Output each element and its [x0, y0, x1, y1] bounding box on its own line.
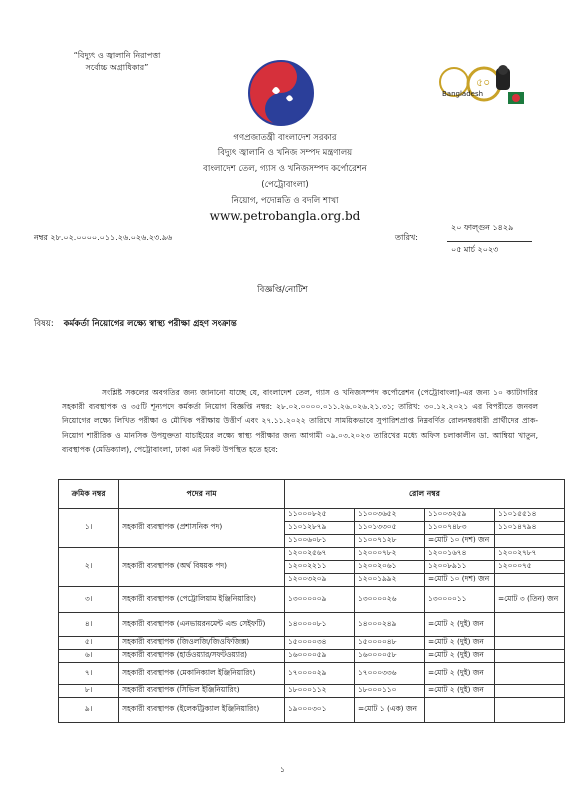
table-row — [59, 587, 565, 613]
table-row — [59, 663, 565, 685]
post-cell: সহকারী ব্যবস্থাপক (এনভায়রনমেন্ট এন্ড সেইফটি) — [119, 613, 285, 637]
header-section: নিয়োগ, পদোন্নতি ও বদলি শাখা — [231, 196, 339, 206]
motto-line-2: সর্বোচ্চ অগ্রাধিকার” — [85, 63, 149, 72]
roll-cell: ১৩০০০০০৯ — [284, 587, 354, 613]
serial-cell: ৫। — [59, 637, 119, 650]
roll-cell: ১৫০০০০৪৮ — [354, 637, 424, 650]
memo-number: নম্বর ২৮.০২.০০০০.০১১.২৬.০২৬.২৩.৯৬ — [34, 233, 173, 242]
roll-cell: ১৯০০০৩০১ — [284, 698, 354, 723]
post-cell: সহকারী ব্যবস্থাপক (মেকানিক্যাল ইঞ্জিনিয়ারিং) — [119, 663, 285, 685]
header-corporation: বাংলাদেশ তেল, গ্যাস ও খনিজসম্পদ কর্পোরেশন — [203, 164, 367, 174]
roll-cell: =মোট ২ (দুই) জন — [424, 685, 494, 698]
table-row — [59, 650, 565, 663]
badge-number: ৫০ — [476, 76, 491, 89]
roll-cell: =মোট ৩ (তিন) জন — [494, 587, 564, 613]
serial-cell: ৬। — [59, 650, 119, 663]
roll-cell: ১২০০১৯৯২ — [354, 574, 424, 587]
serial-cell: ২। — [59, 548, 119, 587]
date-bangla: ২০ ফাল্গুন ১৪২৯ — [451, 223, 514, 232]
website-url[interactable]: www.petrobangla.org.bd — [209, 209, 361, 223]
roll-cell: ১২০০২২১১ — [284, 561, 354, 574]
notice-paragraph: সংশ্লিষ্ট সকলের অবগতির জন্য জানানো যাচ্ছে যে, বাংলাদেশ তেল, গ্যাস ও খনিজসম্পদ কর্পোরেশন (পেট্রোবাংলা)-এর জন্য ১০ ক্যাটাগরির সহকারী ব্যবস্থাপক ও ৩৫টি শূন্যপদে কর্মকর্তা নিয়োগ বিজ্ঞপ্তি নম্বর: ২৮.০২.০০০০.০১১.২৬.০২৬.২১.৩১; তারিখ: ৩০.১২.২০২১ এর বিপরীতে জনবল নিয়োগের লক্ষ্যে লিখিত পরীক্ষা ও মৌখিক পরীক্ষায় উত্তীর্ণ এবং ২৭.১১.২০২২ তারিখে সাময়িকভাবে সুপারিশপ্রাপ্ত নিম্নবর্ণিত রোলনম্বরধারী প্রার্থীদের প্রাক-নিয়োগ শারীরিক ও মানসিক উপযুক্ততা যাচাইয়ের লক্ষ্যে স্বাস্থ্য পরীক্ষার জন্য আগামী ০৯.০৩.২০২৩ তারিখের মধ্যে অফিস চলাকালীন ডা. আম্বিয়া খাতুন, ব্যবস্থাপক (মেডিক্যাল), পেট্রোবাংলা, ঢাকা এর নিকট উপস্থিত হতে হবে: — [62, 388, 538, 454]
roll-cell: ১৮০০০১১০ — [354, 685, 424, 698]
serial-cell: ৮। — [59, 685, 119, 698]
table-body — [59, 509, 565, 723]
roll-cell: ১৫০০০০৩৪ — [284, 637, 354, 650]
roll-cell — [494, 663, 564, 685]
roll-cell: ১৩০০০০২৬ — [354, 587, 424, 613]
table-row — [59, 548, 565, 561]
post-cell: সহকারী ব্যবস্থাপক (অর্থ বিষয়ক পদ) — [119, 548, 285, 587]
serial-cell: ৯। — [59, 698, 119, 723]
serial-cell: ৩। — [59, 587, 119, 613]
roll-cell: ১১০১৫৫১৪ — [494, 509, 564, 522]
table-row — [59, 637, 565, 650]
roll-cell: ১১০০৩২৫৯ — [424, 509, 494, 522]
roll-cell: =মোট ২ (দুই) জন — [424, 637, 494, 650]
table-row — [59, 509, 565, 522]
serial-cell: ১। — [59, 509, 119, 548]
roll-cell — [494, 637, 564, 650]
roll-cell: ১২০০৩২০৯ — [284, 574, 354, 587]
roll-cell: ১৮০০০১১২ — [284, 685, 354, 698]
motto-line-1: “বিদ্যুৎ ও জ্বালানি নিরাপত্তা — [73, 51, 161, 60]
roll-cell: ১৩০০০০১১ — [424, 587, 494, 613]
notice-title: বিজ্ঞপ্তি/নোটিশ — [257, 285, 308, 295]
roll-cell — [494, 574, 564, 587]
header-government: গণপ্রজাতন্ত্রী বাংলাদেশ সরকার — [233, 133, 337, 143]
roll-cell: ১১০০৩৬৫২ — [354, 509, 424, 522]
header-ministry: বিদ্যুৎ জ্বালানি ও খনিজ সম্পদ মন্ত্রণালয় — [217, 148, 353, 158]
roll-cell: =মোট ২ (দুই) জন — [424, 613, 494, 637]
motto — [62, 50, 172, 74]
roll-cell: =মোট ২ (দুই) জন — [424, 663, 494, 685]
date-label: তারিখ: — [395, 233, 418, 242]
roll-cell: ১২০০১৬৭৪ — [424, 548, 494, 561]
roll-cell: ১৪০০০২৪৯ — [354, 613, 424, 637]
roll-cell: ১৬০০০০৫৯ — [284, 650, 354, 663]
roll-cell: ১৪০০০০৮১ — [284, 613, 354, 637]
roll-cell — [494, 535, 564, 548]
roll-cell: ১৭০০০০২৯ — [284, 663, 354, 685]
date-divider — [447, 241, 532, 242]
header-roll: রোল নম্বর — [284, 480, 564, 509]
roll-cell: ১৬০০০০৫৮ — [354, 650, 424, 663]
roll-cell: =মোট ১০ (দশ) জন — [424, 535, 494, 548]
roll-cell: ১১০০০৮২৫ — [284, 509, 354, 522]
roll-cell — [424, 698, 494, 723]
roll-cell: ১২০০২৫৬৭ — [284, 548, 354, 561]
roll-cell: ১১০১৪৭৯৪ — [494, 522, 564, 535]
roll-cell: ১১০০৬০৮১ — [284, 535, 354, 548]
golden-jubilee-badge — [434, 62, 526, 110]
serial-cell: ৭। — [59, 663, 119, 685]
post-cell: সহকারী ব্যবস্থাপক (হার্ডওয়্যার/সফটওয়্যার) — [119, 650, 285, 663]
roll-cell: =মোট ২ (দুই) জন — [424, 650, 494, 663]
roll-cell: ১১০০৭৪৮৩ — [424, 522, 494, 535]
header-petrobangla: (পেট্রোবাংলা) — [261, 180, 309, 190]
subject-text: কর্মকর্তা নিয়োগের লক্ষ্যে স্বাস্থ্য পরীক্ষা গ্রহণ সংক্রান্ত — [63, 319, 237, 329]
badge-text: Bangladesh — [442, 90, 484, 98]
roll-cell: ১১০১২৮৭৯ — [284, 522, 354, 535]
roll-cell: ১২০০০৭৮২ — [354, 548, 424, 561]
table-row — [59, 698, 565, 723]
date-english: ০৫ মার্চ ২০২৩ — [451, 245, 499, 254]
roll-cell: ১১০১৩৩০৫ — [354, 522, 424, 535]
petrobangla-logo — [246, 58, 316, 128]
roll-cell: ১৭০০০৩৩৬ — [354, 663, 424, 685]
roll-cell: =মোট ১০ (দশ) জন — [424, 574, 494, 587]
roll-cell: ১২০০৮৯১১ — [424, 561, 494, 574]
subject-label: বিষয়: — [34, 319, 54, 329]
table-header-row — [59, 480, 565, 509]
roll-cell — [494, 650, 564, 663]
roll-cell — [494, 613, 564, 637]
table-row — [59, 685, 565, 698]
header-post: পদের নাম — [119, 480, 285, 509]
roll-cell: ১২০০০৭৫ — [494, 561, 564, 574]
roll-cell: ১১০০৭১২৮ — [354, 535, 424, 548]
roll-cell — [494, 685, 564, 698]
roll-cell — [494, 698, 564, 723]
post-cell: সহকারী ব্যবস্থাপক (জিওলজি/জিওফিজিক্স) — [119, 637, 285, 650]
roll-cell: ১২০০২৭৮৭ — [494, 548, 564, 561]
roll-cell: =মোট ১ (এক) জন — [354, 698, 424, 723]
candidate-table — [58, 479, 565, 723]
post-cell: সহকারী ব্যবস্থাপক (ইলেকট্রিক্যাল ইঞ্জিনিয়ারিং) — [119, 698, 285, 723]
post-cell: সহকারী ব্যবস্থাপক (সিভিল ইঞ্জিনিয়ারিং) — [119, 685, 285, 698]
post-cell: সহকারী ব্যবস্থাপক (পেট্রোলিয়াম ইঞ্জিনিয়ারিং) — [119, 587, 285, 613]
header-serial: ক্রমিক নম্বর — [59, 480, 119, 509]
subject-line — [34, 317, 237, 331]
page-number: ১ — [279, 765, 286, 774]
post-cell: সহকারী ব্যবস্থাপক (প্রশাসনিক পদ) — [119, 509, 285, 548]
roll-cell: ১২০০২০৬১ — [354, 561, 424, 574]
serial-cell: ৪। — [59, 613, 119, 637]
table-row — [59, 613, 565, 637]
